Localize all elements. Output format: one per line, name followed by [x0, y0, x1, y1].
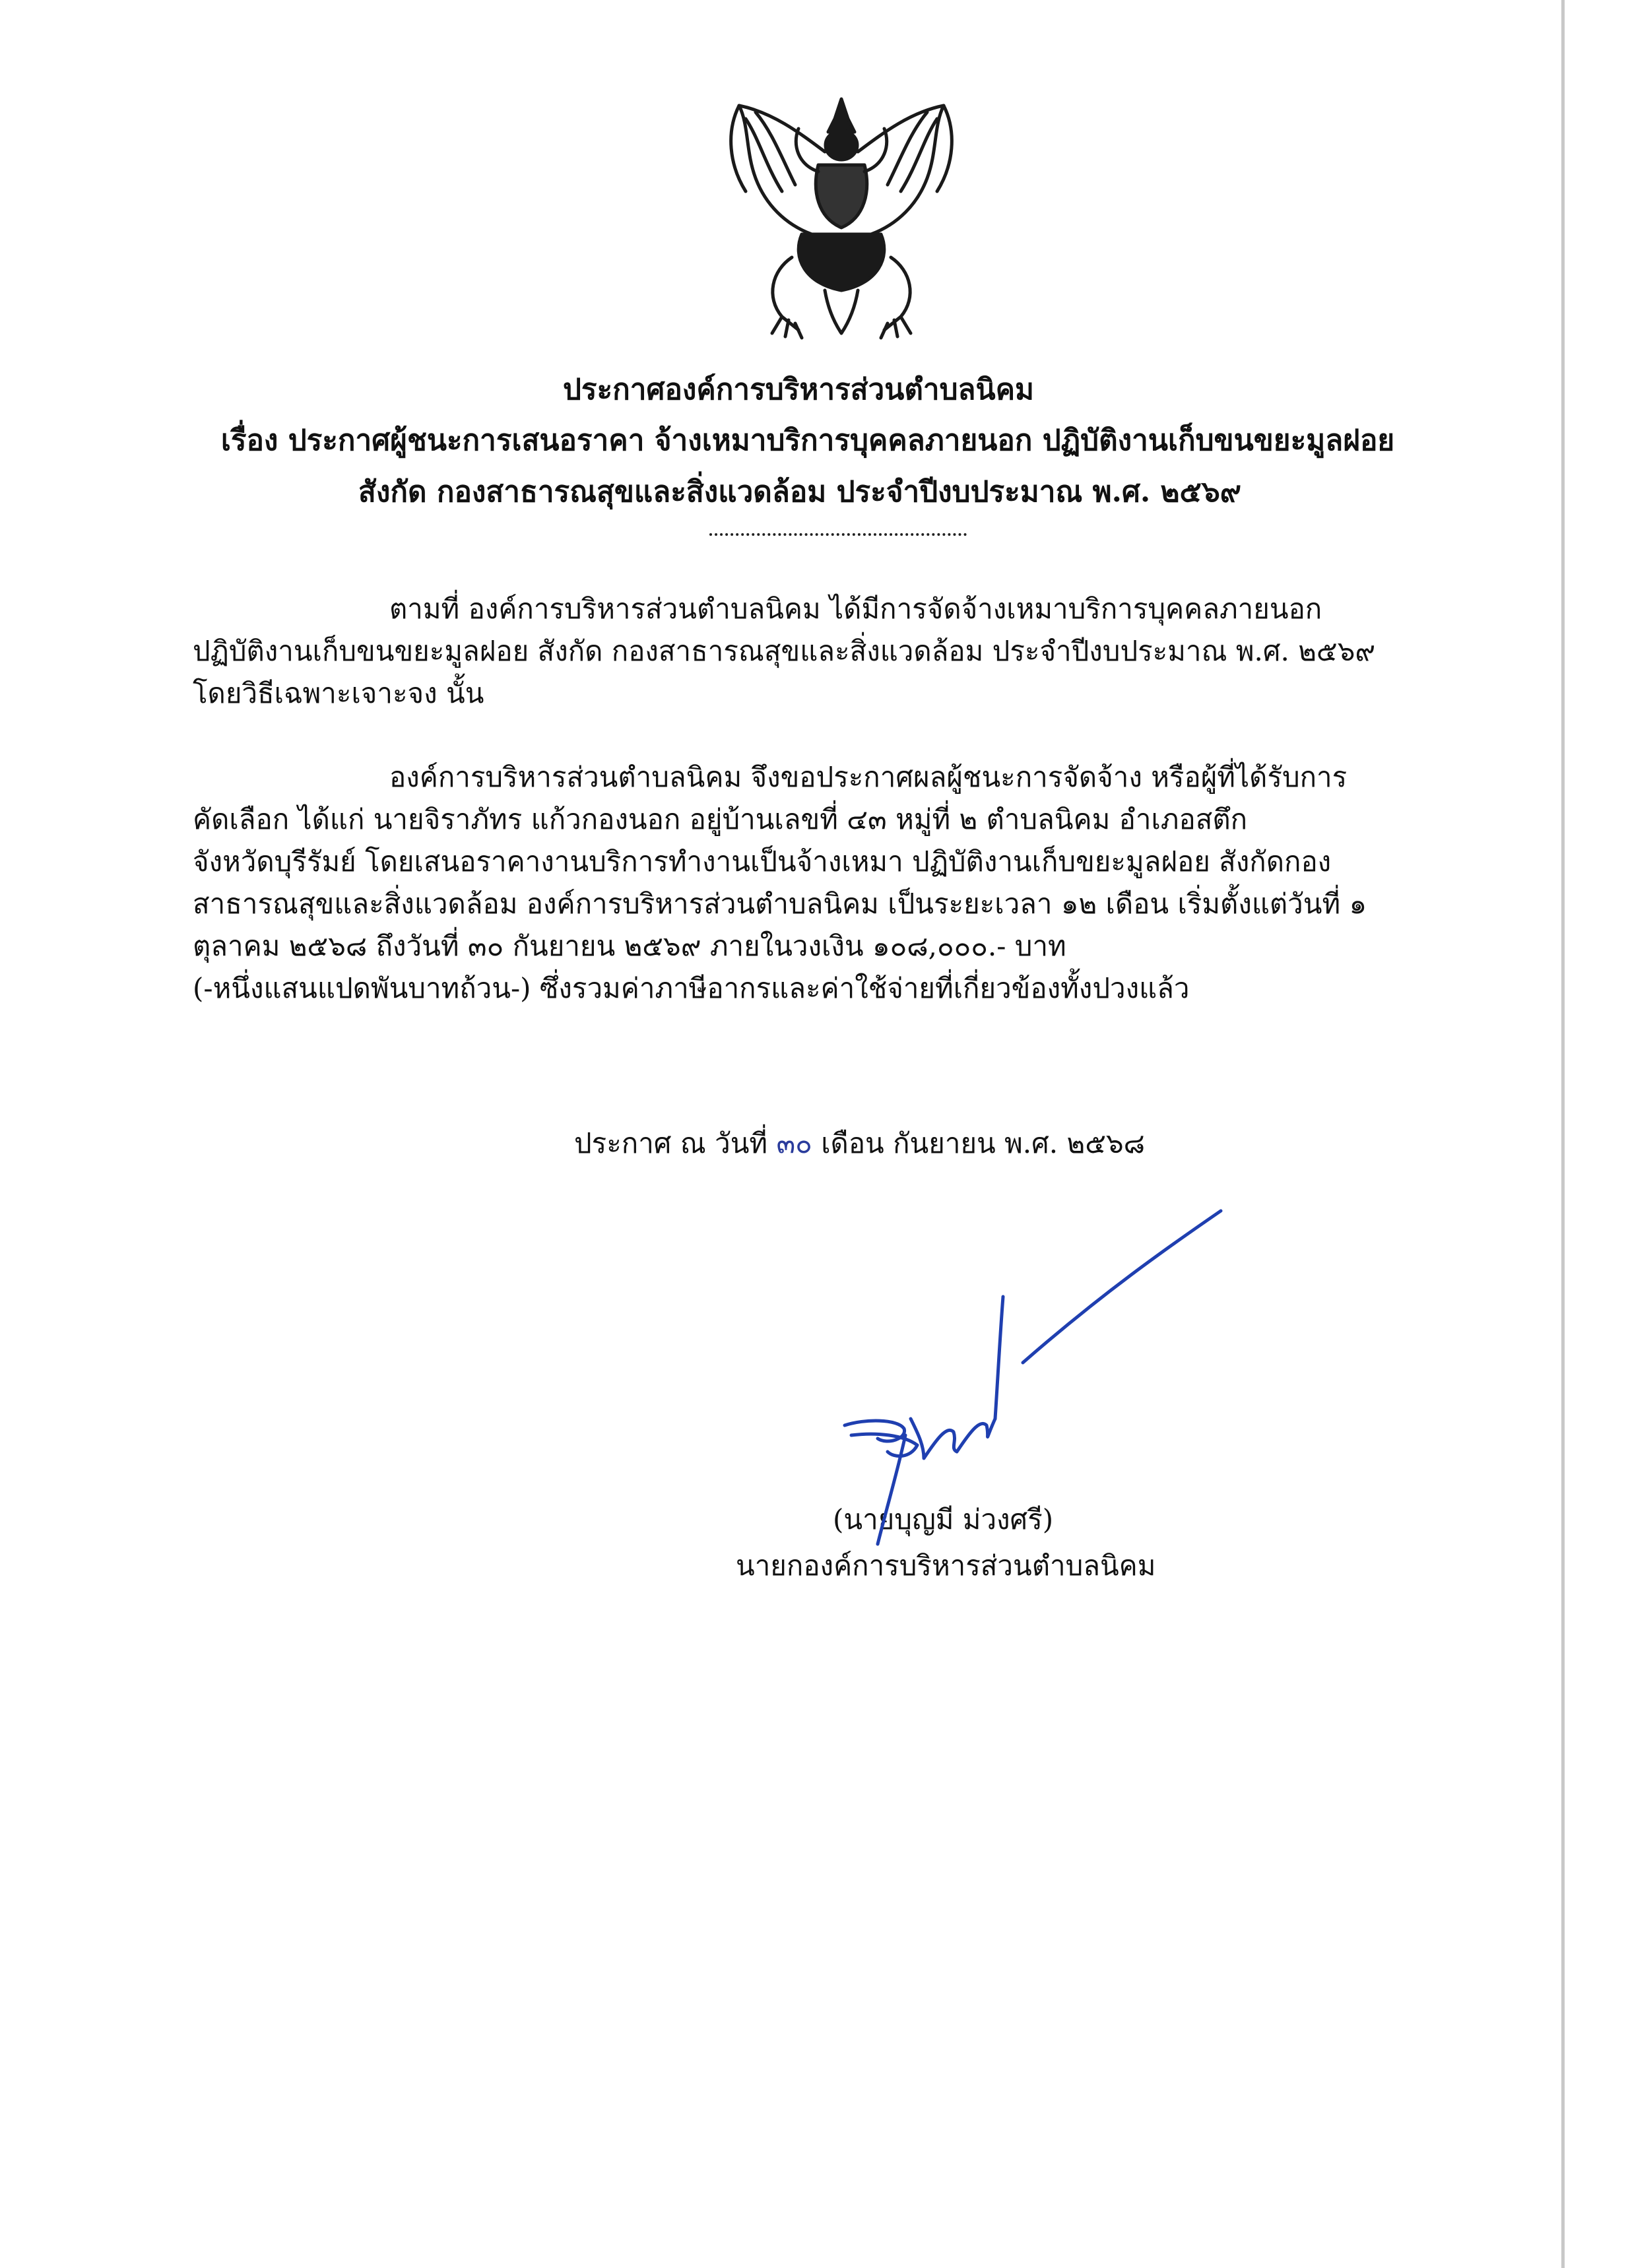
announcement-date-suffix: เดือน กันยายน พ.ศ. ๒๕๖๘	[821, 1127, 1146, 1159]
paragraph-2-line-4: สาธารณสุขและสิ่งแวดล้อม องค์การบริหารส่วนตำบลนิคม เป็นระยะเวลา ๑๒ เดือน เริ่มตั้งแต่วันที่ ๑	[193, 888, 1367, 920]
paragraph-1-line-2: ปฏิบัติงานเก็บขนขยะมูลฝอย สังกัด กองสาธารณสุขและสิ่งแวดล้อม ประจำปีงบประมาณ พ.ศ. ๒๕๖๙	[193, 635, 1376, 667]
announcement-date-prefix: ประกาศ ณ วันที่	[574, 1127, 768, 1159]
document-subject-line-1: เรื่อง ประกาศผู้ชนะการเสนอราคา จ้างเหมาบริการบุคคลภายนอก ปฏิบัติงานเก็บขนขยะมูลฝอย	[220, 424, 1395, 457]
paragraph-2-line-6: (-หนึ่งแสนแปดพันบาทถ้วน-) ซึ่งรวมค่าภาษีอากรและค่าใช้จ่ายที่เกี่ยวข้องทั้งปวงแล้ว	[193, 972, 1190, 1004]
document-title: ประกาศองค์การบริหารส่วนตำบลนิคม	[562, 373, 1035, 406]
signatory-position: นายกองค์การบริหารส่วนตำบลนิคม	[736, 1549, 1156, 1582]
paragraph-2-line-2: คัดเลือก ได้แก่ นายจิราภัทร แก้วกองนอก อยู่บ้านเลขที่ ๔๓ หมู่ที่ ๒ ตำบลนิคม อำเภอสตึก	[193, 803, 1248, 835]
paragraph-2-line-3: จังหวัดบุรีรัมย์ โดยเสนอราคางานบริการทำงานเป็นจ้างเหมา ปฏิบัติงานเก็บขยะมูลฝอย สังกัดกอง	[193, 845, 1332, 878]
announcement-date-day: ๓๐	[776, 1127, 812, 1159]
handwritten-signature	[825, 1208, 1234, 1577]
header-separator	[709, 533, 967, 538]
paragraph-2-line-1: องค์การบริหารส่วนตำบลนิคม จึงขอประกาศผลผู้ชนะการจัดจ้าง หรือผู้ที่ได้รับการ	[389, 761, 1348, 793]
signatory-name: (นายบุญมี ม่วงศรี)	[833, 1503, 1054, 1536]
paragraph-2-line-5: ตุลาคม ๒๕๖๘ ถึงวันที่ ๓๐ กันยายน ๒๕๖๙ ภายในวงเงิน ๑๐๘,๐๐๐.- บาท	[193, 930, 1066, 962]
garuda-emblem-icon	[719, 92, 963, 343]
page-edge	[1561, 0, 1565, 2268]
announcement-date	[574, 1122, 1145, 1165]
paragraph-1-line-1: ตามที่ องค์การบริหารส่วนตำบลนิคม ได้มีการจัดจ้างเหมาบริการบุคคลภายนอก	[389, 593, 1322, 625]
paragraph-1-line-3: โดยวิธีเฉพาะเจาะจง นั้น	[193, 677, 484, 709]
document-subject-line-2: สังกัด กองสาธารณสุขและสิ่งแวดล้อม ประจำปีงบประมาณ พ.ศ. ๒๕๖๙	[358, 475, 1241, 509]
